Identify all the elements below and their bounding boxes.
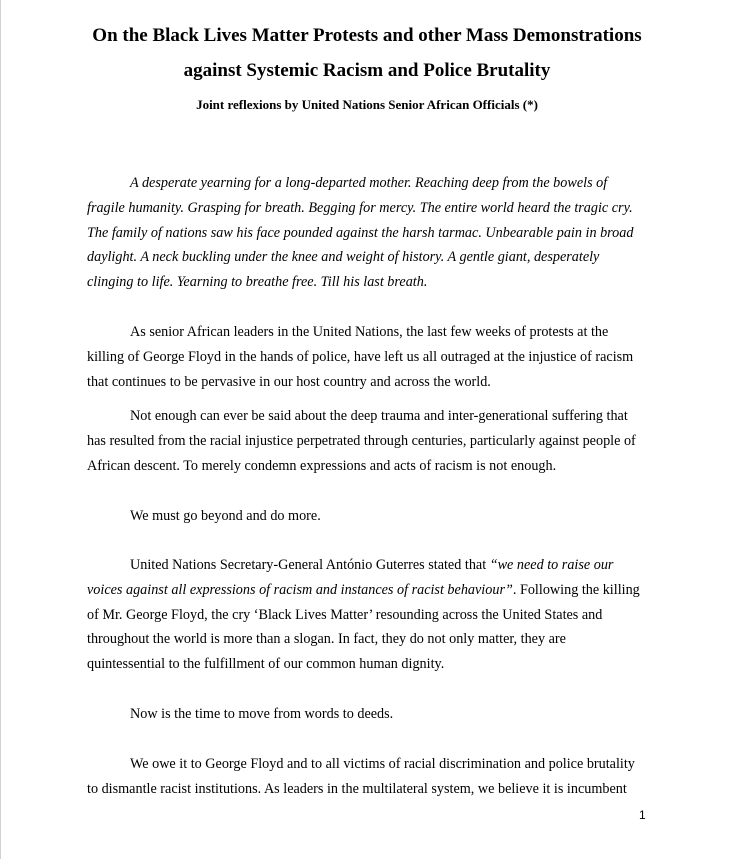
paragraph-line: [87, 553, 653, 578]
quote-run: voices against all expressions of racism and instances of racist behaviour”: [87, 581, 513, 598]
paragraph-1: [87, 171, 653, 295]
quote-run: “we need to raise our: [489, 557, 614, 573]
paragraph-4: [87, 504, 653, 529]
paragraph-3: [87, 404, 653, 478]
title-line-1: On the Black Lives Matter Protests and other Mass Demonstrations: [92, 25, 642, 46]
paragraph-line: quintessential to the fulfillment of our common human dignity.: [87, 656, 445, 673]
paragraph-5: [87, 553, 653, 677]
document-title: [61, 18, 673, 88]
paragraph-line: As senior African leaders in the United Nations, the last few weeks of protests at the: [130, 324, 609, 340]
document-subtitle: Joint reflexions by United Nations Senior African Officials (*): [196, 97, 538, 112]
text-run: . Following the killing: [512, 581, 640, 598]
paragraph-line: We must go beyond and do more.: [130, 508, 321, 524]
paragraph-line: clinging to life. Yearning to breathe free. Till his last breath.: [87, 274, 428, 291]
paragraph-line: to dismantle racist institutions. As leaders in the multilateral system, we believe it is incumbent: [87, 780, 627, 797]
paragraph-line: of Mr. George Floyd, the cry ‘Black Lives Matter’ resounding across the United States and: [87, 606, 603, 623]
paragraph-line: We owe it to George Floyd and to all victims of racial discrimination and police brutality: [130, 756, 635, 772]
page-number: 1: [639, 808, 646, 822]
paragraph-7: [87, 752, 653, 802]
paragraph-line: Not enough can ever be said about the deep trauma and inter-generational suffering that: [130, 408, 628, 424]
paragraph-line: [87, 578, 653, 603]
paragraph-2: [87, 320, 653, 394]
paragraph-6: [87, 702, 653, 727]
paragraph-line: throughout the world is more than a slogan. In fact, they do not only matter, they are: [87, 631, 566, 648]
paragraph-line: Now is the time to move from words to deeds.: [130, 706, 394, 722]
title-line-2: against Systemic Racism and Police Brutality: [183, 60, 551, 81]
paragraph-line: has resulted from the racial injustice perpetrated through centuries, particularly against people of: [87, 432, 636, 449]
text-run: United Nations Secretary-General António Guterres stated that: [130, 557, 490, 573]
paragraph-line: African descent. To merely condemn expressions and acts of racism is not enough.: [87, 457, 557, 474]
paragraph-line: daylight. A neck buckling under the knee and weight of history. A gentle giant, desperately: [87, 249, 600, 266]
paragraph-line: A desperate yearning for a long-departed mother. Reaching deep from the bowels of: [130, 175, 608, 191]
paragraph-line: killing of George Floyd in the hands of police, have left us all outraged at the injustice of racism: [87, 348, 634, 365]
paragraph-line: fragile humanity. Grasping for breath. Begging for mercy. The entire world heard the tragic cry.: [87, 199, 633, 216]
paragraph-line: that continues to be pervasive in our host country and across the world.: [87, 373, 491, 390]
paragraph-line: The family of nations saw his face pounded against the harsh tarmac. Unbearable pain in broad: [87, 224, 634, 241]
